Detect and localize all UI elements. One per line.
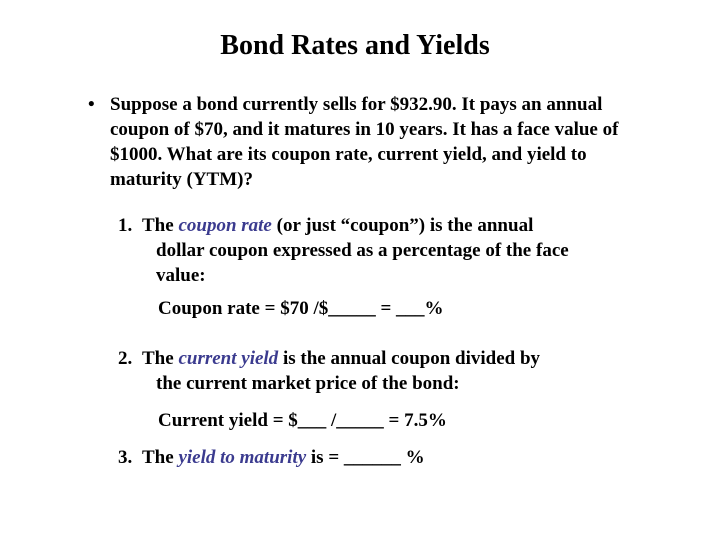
item-number: 1. [118,215,133,236]
bullet-icon: • [88,94,95,115]
item-lead: The [142,447,174,468]
list-item-coupon-rate [118,213,608,288]
intro-bullet [88,92,648,192]
term-yield-to-maturity: yield to maturity [178,447,307,468]
item-line-rest: is the annual coupon divided by [282,348,541,369]
slide-title: Bond Rates and Yields [220,30,490,61]
formula-current-yield: Current yield = $___ /_____ = 7.5% [158,410,447,431]
item-lead: The [142,215,174,236]
item-number: 3. [118,447,133,468]
item-number: 2. [118,348,133,369]
intro-text: Suppose a bond currently sells for $932.90. It pays an annual coupon of $70, and it matures in 10 years. It has a face value of $1000. What are its coupon rate, current yield, and yield to maturity (YTM)? [110,94,619,190]
item-line-rest: is = ______ % [310,447,425,468]
item-continuation: dollar coupon expressed as a percentage of the face value: [156,240,569,286]
term-current-yield: current yield [178,348,279,369]
formula-coupon-rate: Coupon rate = $70 /$_____ = ___% [158,298,444,319]
item-lead: The [142,348,174,369]
item-continuation: the current market price of the bond: [156,373,460,394]
list-item-yield-to-maturity [118,445,608,470]
list-item-current-yield [118,346,608,396]
term-coupon-rate: coupon rate [178,215,272,236]
item-line-rest: (or just “coupon”) is the annual [276,215,534,236]
